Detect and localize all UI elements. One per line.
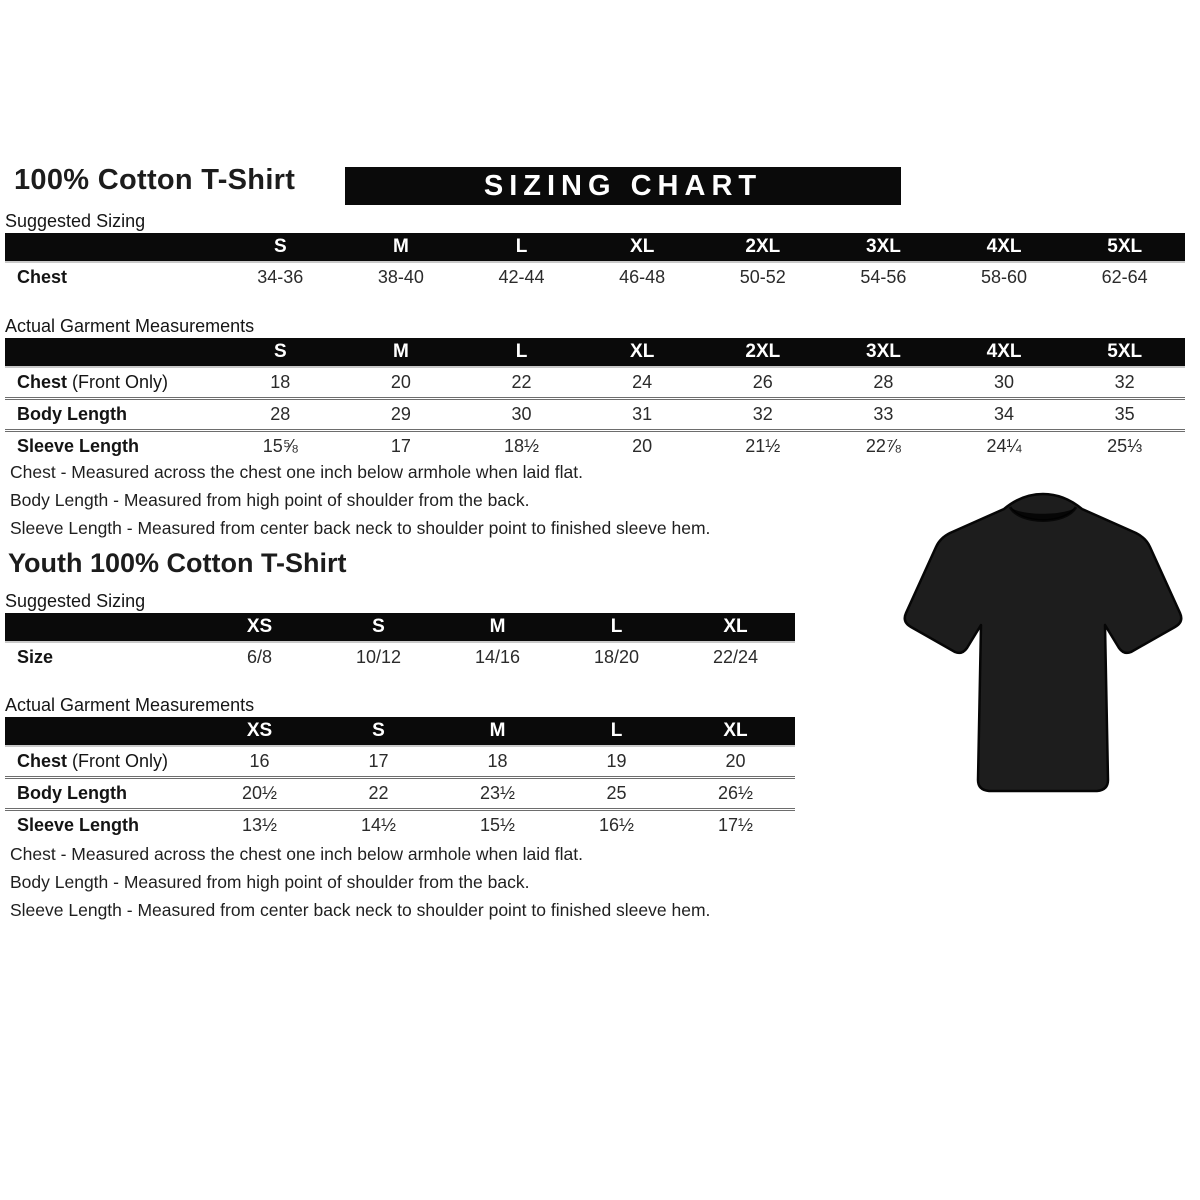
youth-title: Youth 100% Cotton T-Shirt <box>8 548 347 578</box>
size-column-header: M <box>438 717 557 746</box>
adult-actual-measurements-label: Actual Garment Measurements <box>5 316 255 336</box>
size-column-header: XL <box>582 338 703 367</box>
table-row <box>5 810 795 841</box>
size-column-header: 3XL <box>823 233 944 262</box>
measurement-cell: 24¼ <box>944 431 1065 462</box>
size-column-header: L <box>557 613 676 642</box>
size-column-header: L <box>461 233 582 262</box>
size-column-header: M <box>438 613 557 642</box>
row-label: Sleeve Length <box>5 810 200 841</box>
measurement-cell: 50-52 <box>703 262 824 292</box>
note-chest: Chest - Measured across the chest one inch below armhole when laid flat. <box>10 844 583 864</box>
black-tshirt-image <box>898 485 1188 805</box>
size-column-header: 2XL <box>703 338 824 367</box>
size-column-header: S <box>319 613 438 642</box>
measurement-cell: 20 <box>582 431 703 462</box>
measurement-cell: 22 <box>461 367 582 399</box>
row-label: Chest (Front Only) <box>5 746 200 778</box>
note-body-length: Body Length - Measured from high point of shoulder from the back. <box>10 490 530 510</box>
youth-actual-measurements-label: Actual Garment Measurements <box>5 695 255 715</box>
measurement-cell: 42-44 <box>461 262 582 292</box>
measurement-cell: 33 <box>823 399 944 431</box>
size-column-header: M <box>341 338 462 367</box>
header-spacer <box>5 613 200 642</box>
measurement-cell: 58-60 <box>944 262 1065 292</box>
note-sleeve-length: Sleeve Length - Measured from center back neck to shoulder point to finished sleeve hem. <box>10 900 711 920</box>
measurement-cell: 34-36 <box>220 262 341 292</box>
measurement-cell: 35 <box>1064 399 1185 431</box>
size-column-header: M <box>341 233 462 262</box>
measurement-cell: 14/16 <box>438 642 557 672</box>
size-column-header: XS <box>200 613 319 642</box>
sizing-chart-banner: SIZING CHART <box>345 167 901 205</box>
adult-measurement-notes <box>10 458 710 542</box>
measurement-cell: 28 <box>220 399 341 431</box>
table-row <box>5 746 795 778</box>
table-row <box>5 367 1185 399</box>
measurement-cell: 29 <box>341 399 462 431</box>
table-row <box>5 262 1185 292</box>
measurement-cell: 26 <box>703 367 824 399</box>
measurement-cell: 30 <box>461 399 582 431</box>
measurement-cell: 20 <box>676 746 795 778</box>
measurement-cell: 21½ <box>703 431 824 462</box>
measurement-cell: 13½ <box>200 810 319 841</box>
measurement-cell: 34 <box>944 399 1065 431</box>
measurement-cell: 26½ <box>676 778 795 810</box>
measurement-cell: 18/20 <box>557 642 676 672</box>
note-chest: Chest - Measured across the chest one inch below armhole when laid flat. <box>10 462 583 482</box>
measurement-cell: 24 <box>582 367 703 399</box>
note-sleeve-length: Sleeve Length - Measured from center back neck to shoulder point to finished sleeve hem. <box>10 518 711 538</box>
measurement-cell: 18½ <box>461 431 582 462</box>
adult-suggested-sizing-table <box>5 233 1185 292</box>
row-label: Body Length <box>5 778 200 810</box>
header-row <box>5 233 1185 262</box>
size-column-header: 5XL <box>1064 338 1185 367</box>
measurement-cell: 28 <box>823 367 944 399</box>
size-column-header: S <box>319 717 438 746</box>
measurement-cell: 6/8 <box>200 642 319 672</box>
header-row <box>5 338 1185 367</box>
measurement-cell: 16 <box>200 746 319 778</box>
adult-suggested-sizing-label: Suggested Sizing <box>5 211 146 231</box>
measurement-cell: 10/12 <box>319 642 438 672</box>
header-spacer <box>5 338 220 367</box>
header-spacer <box>5 233 220 262</box>
measurement-cell: 16½ <box>557 810 676 841</box>
size-column-header: 5XL <box>1064 233 1185 262</box>
measurement-cell: 22⅞ <box>823 431 944 462</box>
size-column-header: 3XL <box>823 338 944 367</box>
measurement-cell: 20½ <box>200 778 319 810</box>
measurement-cell: 25⅓ <box>1064 431 1185 462</box>
header-row <box>5 613 795 642</box>
adult-actual-measurements-table <box>5 338 1185 461</box>
tshirt-silhouette <box>905 494 1181 791</box>
table-row <box>5 642 795 672</box>
measurement-cell: 38-40 <box>341 262 462 292</box>
tshirt-illustration <box>898 485 1188 805</box>
youth-actual-measurements-table <box>5 717 795 840</box>
measurement-cell: 14½ <box>319 810 438 841</box>
note-body-length: Body Length - Measured from high point of shoulder from the back. <box>10 872 530 892</box>
measurement-cell: 15⅝ <box>220 431 341 462</box>
size-column-header: S <box>220 338 341 367</box>
measurement-cell: 32 <box>1064 367 1185 399</box>
row-label: Chest <box>5 262 220 292</box>
measurement-cell: 62-64 <box>1064 262 1185 292</box>
size-column-header: XL <box>676 613 795 642</box>
measurement-cell: 18 <box>220 367 341 399</box>
size-column-header: XL <box>676 717 795 746</box>
row-label: Size <box>5 642 200 672</box>
measurement-cell: 32 <box>703 399 824 431</box>
measurement-cell: 25 <box>557 778 676 810</box>
size-column-header: XS <box>200 717 319 746</box>
size-column-header: L <box>557 717 676 746</box>
row-label: Chest (Front Only) <box>5 367 220 399</box>
row-label: Body Length <box>5 399 220 431</box>
table-row <box>5 431 1185 462</box>
measurement-cell: 17½ <box>676 810 795 841</box>
measurement-cell: 23½ <box>438 778 557 810</box>
measurement-cell: 17 <box>319 746 438 778</box>
youth-suggested-sizing-table <box>5 613 795 672</box>
table-row <box>5 778 795 810</box>
measurement-cell: 17 <box>341 431 462 462</box>
size-column-header: 4XL <box>944 338 1065 367</box>
page-title: 100% Cotton T-Shirt <box>14 164 296 196</box>
measurement-cell: 46-48 <box>582 262 703 292</box>
youth-measurement-notes <box>10 840 710 924</box>
youth-suggested-sizing-label: Suggested Sizing <box>5 591 146 611</box>
size-column-header: 4XL <box>944 233 1065 262</box>
size-column-header: L <box>461 338 582 367</box>
table-row <box>5 399 1185 431</box>
size-column-header: 2XL <box>703 233 824 262</box>
measurement-cell: 20 <box>341 367 462 399</box>
header-row <box>5 717 795 746</box>
size-column-header: S <box>220 233 341 262</box>
header-spacer <box>5 717 200 746</box>
measurement-cell: 19 <box>557 746 676 778</box>
measurement-cell: 15½ <box>438 810 557 841</box>
row-label: Sleeve Length <box>5 431 220 462</box>
measurement-cell: 30 <box>944 367 1065 399</box>
size-column-header: XL <box>582 233 703 262</box>
measurement-cell: 22/24 <box>676 642 795 672</box>
measurement-cell: 31 <box>582 399 703 431</box>
measurement-cell: 22 <box>319 778 438 810</box>
measurement-cell: 18 <box>438 746 557 778</box>
measurement-cell: 54-56 <box>823 262 944 292</box>
